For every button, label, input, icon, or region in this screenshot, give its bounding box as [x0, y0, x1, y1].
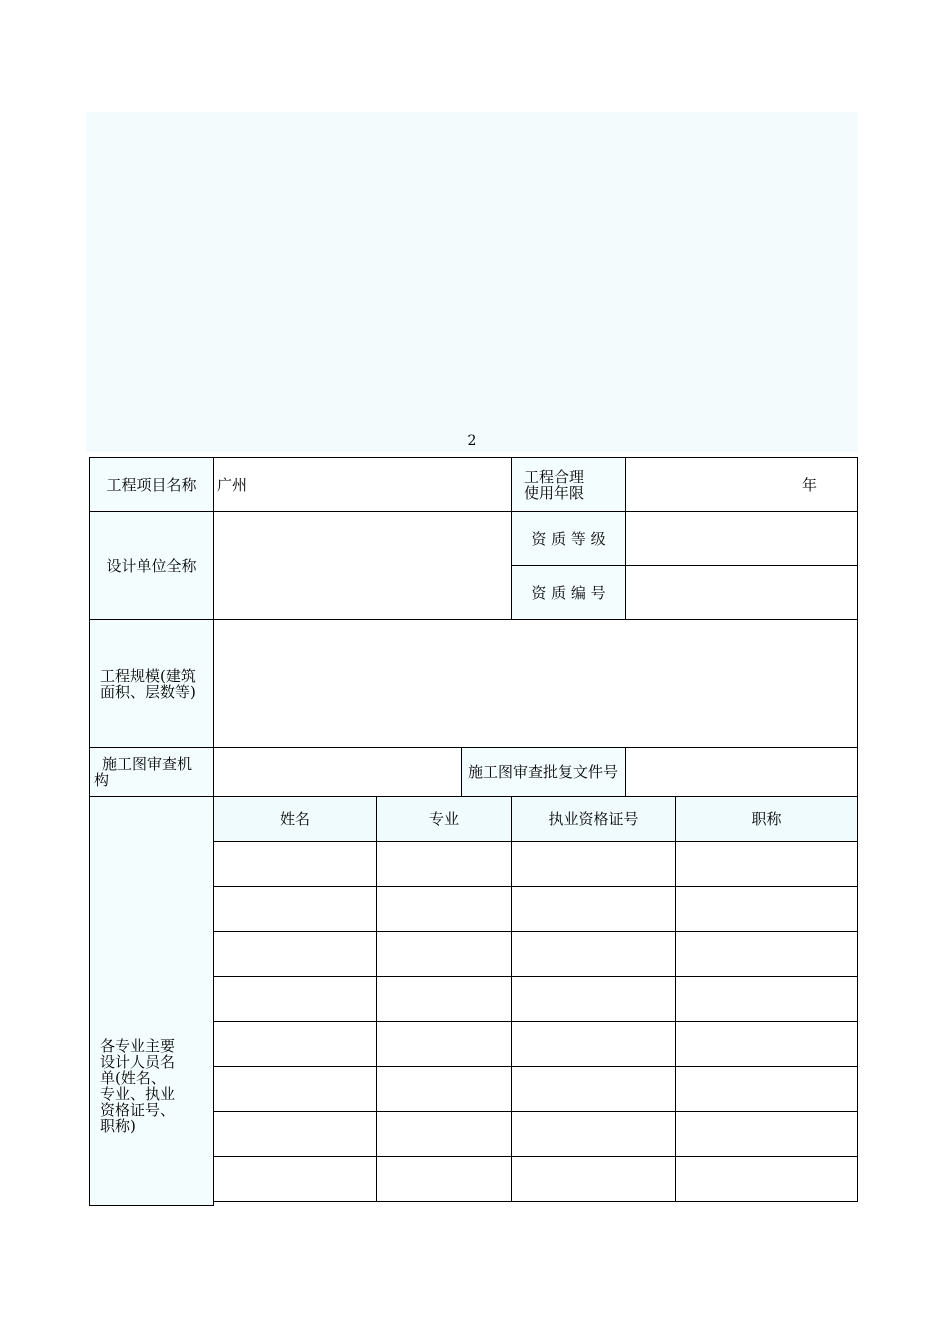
staff-label-line: 单(姓名、 — [100, 1069, 166, 1087]
staff-cell-specialty[interactable] — [376, 1111, 512, 1157]
review-approval-field[interactable] — [625, 747, 858, 797]
project-name-field[interactable]: 广州 — [213, 457, 512, 512]
staff-cell-name[interactable] — [213, 976, 377, 1022]
staff-section-label — [89, 796, 214, 1206]
staff-cell-title[interactable] — [675, 886, 858, 932]
staff-cell-specialty[interactable] — [376, 1156, 512, 1202]
staff-cell-specialty[interactable] — [376, 931, 512, 977]
staff-cell-license[interactable] — [511, 1156, 676, 1202]
staff-header-name: 姓名 — [213, 796, 377, 842]
project-scale-field[interactable] — [213, 619, 858, 748]
review-approval-label: 施工图审查批复文件号 — [461, 747, 626, 797]
project-scale-label — [89, 619, 214, 748]
staff-cell-title[interactable] — [675, 931, 858, 977]
service-life-label-line-1: 工程合理 — [524, 467, 585, 486]
staff-cell-specialty[interactable] — [376, 1066, 512, 1112]
staff-cell-title[interactable] — [675, 1156, 858, 1202]
staff-cell-name[interactable] — [213, 1156, 377, 1202]
page-number: 2 — [467, 433, 477, 449]
staff-cell-name[interactable] — [213, 1066, 377, 1112]
staff-label-line: 各专业主要 — [100, 1037, 176, 1055]
project-scale-label-line-1: 工程规模(建筑 — [100, 666, 196, 685]
review-agency-field[interactable] — [213, 747, 462, 797]
project-name-label: 工程项目名称 — [89, 457, 214, 512]
service-life-field[interactable] — [625, 457, 858, 512]
service-life-label — [511, 457, 626, 512]
staff-header-license: 执业资格证号 — [511, 796, 676, 842]
service-life-label-line-2: 使用年限 — [524, 483, 585, 502]
design-unit-field[interactable] — [213, 511, 512, 620]
staff-cell-title[interactable] — [675, 841, 858, 887]
staff-cell-specialty[interactable] — [376, 1021, 512, 1067]
staff-cell-title[interactable] — [675, 1111, 858, 1157]
staff-cell-license[interactable] — [511, 886, 676, 932]
staff-cell-name[interactable] — [213, 931, 377, 977]
review-agency-label-line-2: 构 — [94, 771, 110, 789]
design-unit-label: 设计单位全称 — [89, 511, 214, 620]
staff-cell-license[interactable] — [511, 1021, 676, 1067]
staff-header-specialty: 专业 — [376, 796, 512, 842]
staff-cell-name[interactable] — [213, 841, 377, 887]
staff-cell-title[interactable] — [675, 976, 858, 1022]
review-agency-label-line-1: 施工图审查机 — [102, 755, 193, 773]
staff-cell-license[interactable] — [511, 976, 676, 1022]
staff-label-line: 专业、执业 — [100, 1085, 176, 1103]
staff-cell-name[interactable] — [213, 886, 377, 932]
staff-cell-title[interactable] — [675, 1066, 858, 1112]
staff-cell-name[interactable] — [213, 1111, 377, 1157]
staff-label-line: 职称) — [100, 1117, 136, 1135]
staff-label-line: 资格证号、 — [100, 1101, 176, 1119]
header-banner — [86, 112, 858, 452]
staff-cell-license[interactable] — [511, 841, 676, 887]
qualification-number-label: 资 质 编 号 — [511, 565, 626, 620]
qualification-grade-field[interactable] — [625, 511, 858, 566]
review-agency-label — [89, 747, 214, 797]
staff-cell-license[interactable] — [511, 931, 676, 977]
staff-cell-name[interactable] — [213, 1021, 377, 1067]
qualification-grade-label: 资 质 等 级 — [511, 511, 626, 566]
staff-cell-specialty[interactable] — [376, 886, 512, 932]
staff-cell-specialty[interactable] — [376, 976, 512, 1022]
staff-cell-specialty[interactable] — [376, 841, 512, 887]
staff-cell-license[interactable] — [511, 1111, 676, 1157]
service-life-unit: 年 — [801, 475, 817, 494]
staff-cell-license[interactable] — [511, 1066, 676, 1112]
qualification-number-field[interactable] — [625, 565, 858, 620]
project-scale-label-line-2: 面积、层数等) — [100, 682, 196, 701]
staff-label-line: 设计人员名 — [100, 1053, 176, 1071]
staff-header-title: 职称 — [675, 796, 858, 842]
staff-cell-title[interactable] — [675, 1021, 858, 1067]
